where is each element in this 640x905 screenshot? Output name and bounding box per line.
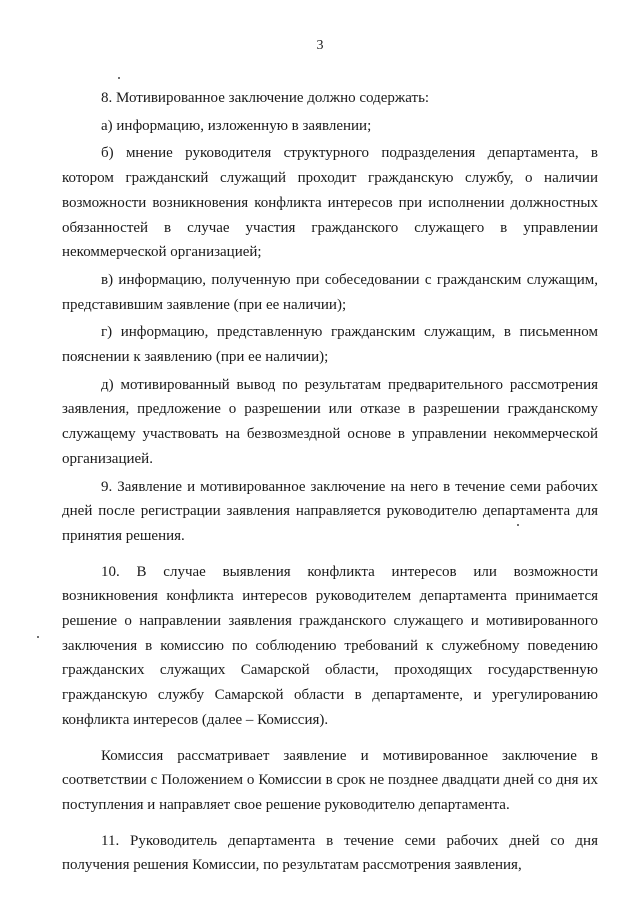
paragraph-8v: в) информацию, полученную при собеседовании с гражданским служащим, представившим заявление (при ее наличии);: [62, 271, 598, 313]
page-number: 3: [316, 38, 324, 53]
paragraph-10: 10. В случае выявления конфликта интересов или возможности возникновения конфликта интересов руководителем департамента принимается решение о направлении заявления гражданского служащего и мотивированного заключения в комиссию по соблюдению требований к служебному поведению гражданских служащих Самарской области, проходящих государственную гражданскую службу Самарской области в департаменте, и урегулированию конфликта интересов (далее – Комиссия).: [62, 563, 598, 728]
scan-speck: [37, 636, 39, 638]
paragraph-commission: Комиссия рассматривает заявление и мотивированное заключение в соответствии с Положением о Комиссии в срок не позднее двадцати дней со дня их поступления и направляет свое решение руководителю департамента.: [62, 747, 598, 813]
paragraph-11: 11. Руководитель департамента в течение семи рабочих дней со дня получения решения Комиссии, по результатам рассмотрения заявления,: [62, 832, 598, 874]
paragraph-8a: а) информацию, изложенную в заявлении;: [101, 117, 372, 134]
paragraph-8d: д) мотивированный вывод по результатам предварительного рассмотрения заявления, предложение о разрешении или отказе в разрешении гражданскому служащему участвовать на безвозмездной основе в управлении некоммерческой организацией.: [62, 376, 598, 467]
paragraph-8b: б) мнение руководителя структурного подразделения департамента, в котором гражданский служащий проходит гражданскую службу, о наличии возможности возникновения конфликта интересов при исполнении должностных обязанностей в случае участия гражданского служащего в управлении некоммерческой организацией;: [62, 145, 598, 261]
scan-speck: [118, 77, 120, 79]
paragraph-8: 8. Мотивированное заключение должно содержать:: [101, 90, 430, 106]
document-body: [62, 86, 598, 878]
paragraph-9: 9. Заявление и мотивированное заключение на него в течение семи рабочих дней после регистрации заявления направляется руководителю департамента для принятия решения.: [62, 478, 598, 544]
paragraph-8g: г) информацию, представленную гражданским служащим, в письменном пояснении к заявлению (при ее наличии);: [62, 324, 598, 366]
